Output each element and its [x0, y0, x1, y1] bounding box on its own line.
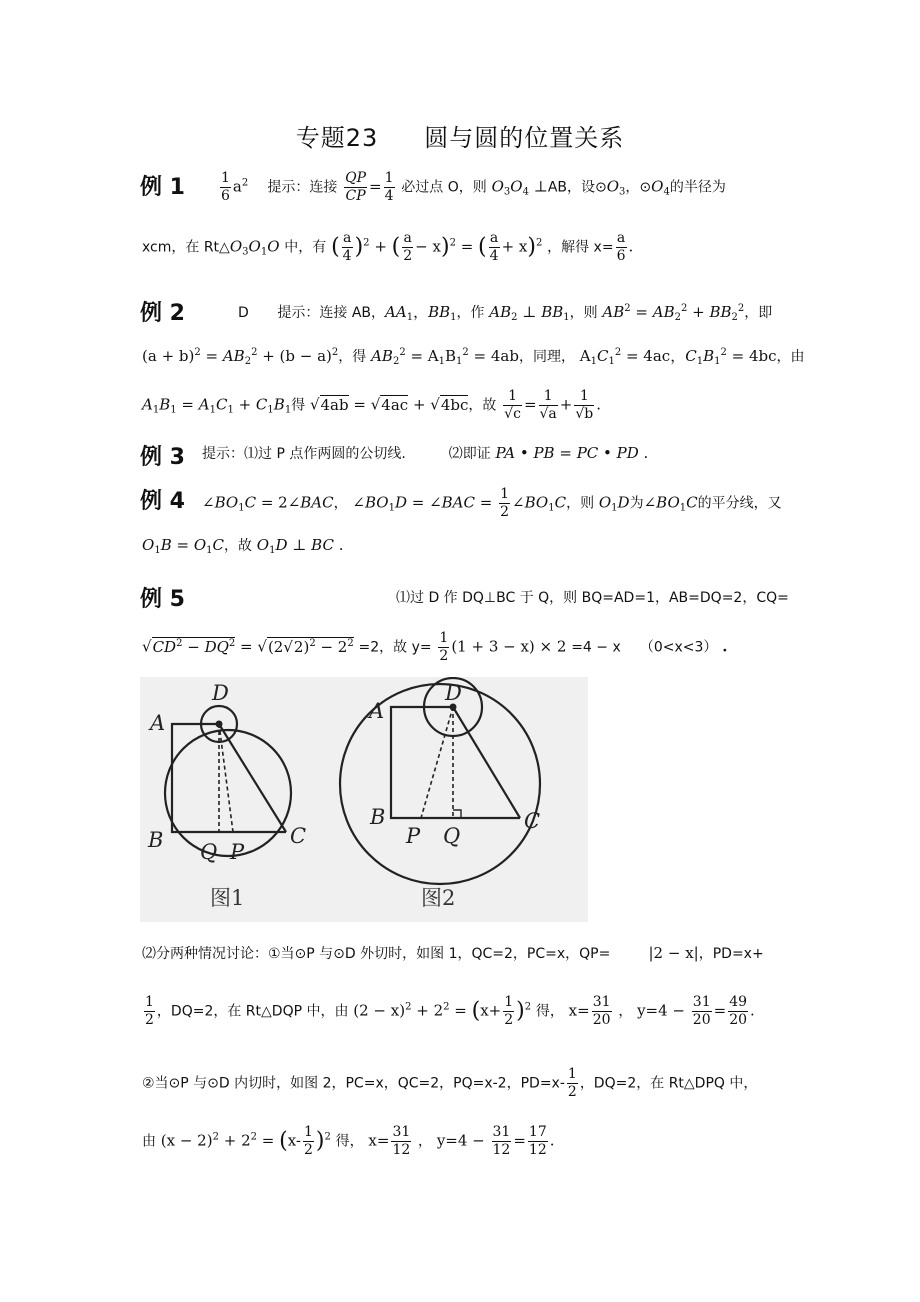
fig2-caption: 图2: [421, 886, 456, 910]
part2-line-4: 由 $(x - 2)^2 + 2^2 = (x-$ $\frac{1}{2}$ )$^2$ 得， x= $\frac{31}{12}$ ， y=4 − $\frac{31}{12}$ = $\frac{17}{12}$ .: [142, 1124, 555, 1158]
geometry-figure-svg: [140, 677, 588, 922]
example-4-label: 例 4: [140, 489, 185, 514]
fig2-label-c: C: [524, 809, 541, 833]
fig2-label-q: Q: [443, 824, 461, 848]
part2-line-3: ②当⊙P 与⊙D 内切时，如图 2，PC=x，QC=2，PQ=x-2，PD=x- $\frac{1}{2}$ ，DQ=2，在 Rt△DPQ 中，: [142, 1066, 758, 1100]
example-1-line-1: $\frac{1}{6}$ $a^2$ 提示：连接 $\frac{QP}{CP}$ = $\frac{1}{4}$ 必过点 O，则 $O_3O_4$ ⊥AB，设$⊙O_3$，$⊙O_4$的半径为: [221, 170, 726, 204]
fig2-label-p: P: [406, 824, 421, 848]
example-4-line-2: $O_1B = O_1C$，故 $O_1D$ ⊥ BC .: [142, 536, 344, 556]
example-2-line-1: D 提示：连接 AB，$AA_1$，$BB_1$，作 $AB_2$ ⊥ $BB_1$，则 $AB^2 = AB_2^2 + BB_2^2$，即: [238, 303, 773, 323]
example-5-label: 例 5: [140, 587, 185, 612]
geometry-figure: [140, 677, 588, 922]
fig2-label-b: B: [370, 805, 386, 829]
fig1-label-p: P: [230, 840, 245, 864]
example-2-label: 例 2: [140, 301, 185, 326]
example-5-line-2: $√CD^2 - DQ^2 = √(2√2)^2 - 2^2 =2$，故 y= $\frac{1}{2}$ (1 + 3 − x) × 2 =4 − x （0<x<3） .: [142, 630, 728, 664]
fig2-label-a: A: [369, 699, 385, 723]
page-title: 专题23 圆与圆的位置关系: [295, 124, 625, 152]
fig1-label-a: A: [150, 711, 166, 735]
example-4-line-1: $\angle BO_1C$ = 2∠BAC， $\angle BO_1D$ = ∠BAC = $\frac{1}{2}$ $\angle BO_1C$，则 $O_1D$为$\angle BO_1C$的平分线，又: [202, 486, 782, 520]
fig2-label-d: D: [445, 681, 462, 705]
example-1-line-2: xcm，在 $Rt\triangle O_3O_1O$ 中，有 ( $\frac{a}{4}$ )$^2$ + ( $\frac{a}{2}$ − x)$^2$ = ( $\frac{a}{4}$ + x)$^2$ ，解得 x= $\frac{a}{6}$ .: [142, 230, 634, 264]
example-3-label: 例 3: [140, 445, 185, 470]
fig1-label-c: C: [290, 824, 307, 848]
fig1-label-q: Q: [200, 840, 218, 864]
fig1-label-b: B: [148, 828, 164, 852]
fig1-label-d: D: [212, 681, 229, 705]
example-1-label: 例 1: [140, 175, 185, 200]
example-5-line-1: ⑴过 D 作 DQ⊥BC 于 Q，则 BQ=AD=1，AB=DQ=2，CQ=: [396, 590, 789, 606]
example-2-line-3: $A_1B_1 = A_1C_1 + C_1B_1$得 √4ab = √4ac + √4bc，故 $\frac{1}{√c}$ = $\frac{1}{√a}$ + $\frac{1}{√b}$ .: [142, 388, 602, 422]
example-2-line-2: $(a + b)^2 = AB_2^2 + (b - a)^2$，得 $AB_2^2 = A_1B_1^2 = 4ab$，同理， $A_1C_1^2 = 4ac$，$C_1B_1^2 = 4bc$，由: [142, 347, 805, 367]
example-3-line: 提示：⑴过 P 点作两圆的公切线. ⑵即证 PA • PB = PC • PD .: [202, 444, 649, 462]
fig1-center-d: [216, 721, 223, 728]
fig1-caption: 图1: [210, 886, 245, 910]
part2-line-1: ⑵分两种情况讨论：①当⊙P 与⊙D 外切时，如图 1，QC=2，PC=x，QP= |2 − x|，PD=x+: [142, 944, 764, 962]
part2-line-2: $\frac{1}{2}$ ，DQ=2，在 Rt△DQP 中，由 $(2 - x)^2 + 2^2 = (x+$ $\frac{1}{2}$ )$^2$ 得， x= $\frac{31}{20}$ ， y=4 − $\frac{31}{20}$ = $\frac{49}{20}$ .: [145, 994, 755, 1028]
